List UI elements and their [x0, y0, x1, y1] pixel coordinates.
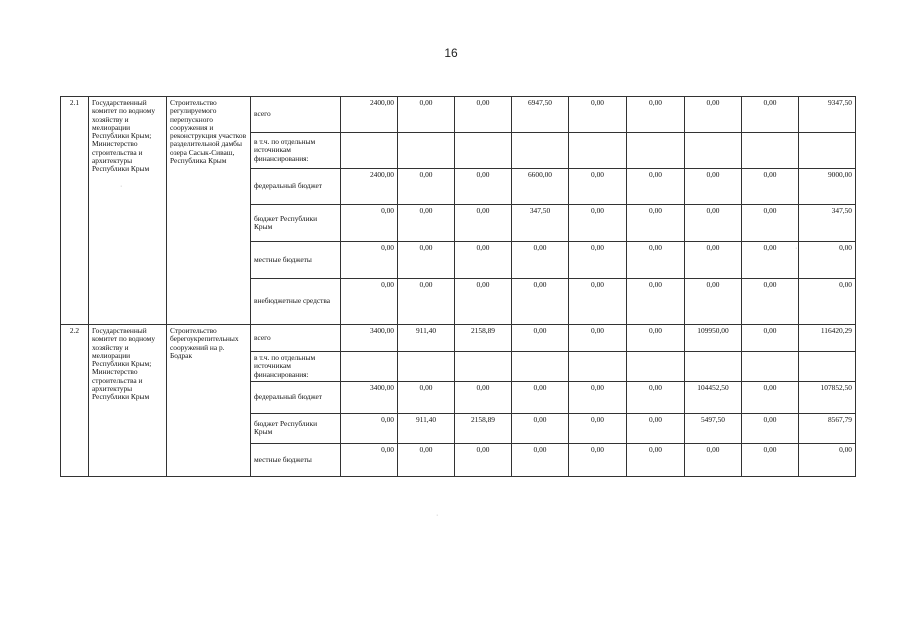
- amount-cell: 0,00: [627, 381, 685, 413]
- scan-mark: ·: [795, 245, 798, 252]
- amount-cell: 0,00: [398, 443, 455, 476]
- amount-cell: 0,00: [398, 279, 455, 325]
- amount-cell: 0,00: [742, 279, 799, 325]
- amount-cell: [627, 133, 685, 169]
- amount-cell: 6600,00: [512, 169, 569, 205]
- amount-cell: 0,00: [799, 242, 856, 279]
- amount-cell: [799, 352, 856, 382]
- amount-cell: 109950,00: [685, 325, 742, 352]
- amount-cell: 3400,00: [341, 325, 398, 352]
- amount-cell: 347,50: [512, 205, 569, 242]
- amount-cell: 0,00: [627, 325, 685, 352]
- amount-cell: 0,00: [569, 279, 627, 325]
- amount-cell: 107852,50: [799, 381, 856, 413]
- amount-cell: 0,00: [341, 205, 398, 242]
- amount-cell: 0,00: [569, 413, 627, 443]
- project-object: Строительство регулируемого перепускного сооружения и реконструкция участков разделительной дамбы озера Сасык-Сиваш, Республика Крым: [167, 97, 251, 325]
- amount-cell: 0,00: [685, 443, 742, 476]
- amount-cell: 2400,00: [341, 169, 398, 205]
- amount-cell: 0,00: [742, 205, 799, 242]
- amount-cell: 0,00: [627, 413, 685, 443]
- amount-cell: 0,00: [569, 381, 627, 413]
- amount-cell: 0,00: [742, 443, 799, 476]
- amount-cell: 0,00: [569, 242, 627, 279]
- amount-cell: [799, 133, 856, 169]
- amount-cell: 0,00: [742, 381, 799, 413]
- amount-cell: 2158,89: [455, 413, 512, 443]
- project-executor: Государственный комитет по водному хозяйству и мелиорации Республики Крым; Министерство строительства и архитектуры Республики Крым: [89, 325, 167, 477]
- amount-cell: 0,00: [455, 242, 512, 279]
- amount-cell: 0,00: [341, 242, 398, 279]
- amount-cell: 0,00: [627, 443, 685, 476]
- amount-cell: [742, 133, 799, 169]
- table-body: [61, 97, 856, 477]
- funding-source: всего: [251, 325, 341, 352]
- amount-cell: 0,00: [512, 413, 569, 443]
- amount-cell: [398, 352, 455, 382]
- funding-source: федеральный бюджет: [251, 169, 341, 205]
- amount-cell: 0,00: [398, 242, 455, 279]
- amount-cell: [512, 133, 569, 169]
- amount-cell: 0,00: [398, 97, 455, 133]
- amount-cell: 0,00: [742, 97, 799, 133]
- amount-cell: 0,00: [685, 169, 742, 205]
- amount-cell: 0,00: [512, 242, 569, 279]
- amount-cell: 0,00: [455, 279, 512, 325]
- page-number: 16: [444, 46, 458, 60]
- amount-cell: [569, 352, 627, 382]
- amount-cell: [455, 352, 512, 382]
- table-row: [61, 325, 856, 352]
- amount-cell: 0,00: [455, 205, 512, 242]
- funding-source: в т.ч. по отдельным источникам финансирования:: [251, 352, 341, 382]
- amount-cell: 0,00: [398, 169, 455, 205]
- amount-cell: [742, 352, 799, 382]
- amount-cell: 9000,00: [799, 169, 856, 205]
- amount-cell: 0,00: [685, 242, 742, 279]
- amount-cell: 0,00: [627, 205, 685, 242]
- amount-cell: 0,00: [799, 443, 856, 476]
- amount-cell: 0,00: [742, 169, 799, 205]
- amount-cell: 0,00: [455, 443, 512, 476]
- funding-source: в т.ч. по отдельным источникам финансирования:: [251, 133, 341, 169]
- funding-source: бюджет Республики Крым: [251, 413, 341, 443]
- amount-cell: 0,00: [627, 279, 685, 325]
- amount-cell: 0,00: [512, 381, 569, 413]
- amount-cell: 0,00: [627, 97, 685, 133]
- amount-cell: 0,00: [569, 325, 627, 352]
- amount-cell: 2400,00: [341, 97, 398, 133]
- project-number: 2.2: [61, 325, 89, 477]
- funding-source: внебюджетные средства: [251, 279, 341, 325]
- amount-cell: [455, 133, 512, 169]
- amount-cell: 0,00: [455, 97, 512, 133]
- amount-cell: 0,00: [398, 381, 455, 413]
- amount-cell: 0,00: [685, 205, 742, 242]
- scan-mark: ·: [436, 512, 439, 519]
- amount-cell: 0,00: [569, 205, 627, 242]
- amount-cell: [398, 133, 455, 169]
- amount-cell: 0,00: [512, 443, 569, 476]
- amount-cell: 8567,79: [799, 413, 856, 443]
- amount-cell: 0,00: [455, 381, 512, 413]
- funding-source: всего: [251, 97, 341, 133]
- amount-cell: 3400,00: [341, 381, 398, 413]
- amount-cell: 0,00: [685, 279, 742, 325]
- amount-cell: 347,50: [799, 205, 856, 242]
- amount-cell: 911,40: [398, 325, 455, 352]
- amount-cell: 0,00: [341, 413, 398, 443]
- amount-cell: 0,00: [742, 413, 799, 443]
- amount-cell: 0,00: [512, 279, 569, 325]
- amount-cell: 0,00: [341, 443, 398, 476]
- amount-cell: 0,00: [742, 325, 799, 352]
- amount-cell: 0,00: [742, 242, 799, 279]
- amount-cell: 5497,50: [685, 413, 742, 443]
- amount-cell: [627, 352, 685, 382]
- amount-cell: 0,00: [627, 242, 685, 279]
- amount-cell: 104452,50: [685, 381, 742, 413]
- amount-cell: 0,00: [685, 97, 742, 133]
- amount-cell: 911,40: [398, 413, 455, 443]
- project-number: 2.1: [61, 97, 89, 325]
- project-executor: Государственный комитет по водному хозяйству и мелиорации Республики Крым; Министерство строительства и архитектуры Республики Крым: [89, 97, 167, 325]
- amount-cell: 0,00: [398, 205, 455, 242]
- amount-cell: 0,00: [627, 169, 685, 205]
- amount-cell: 0,00: [512, 325, 569, 352]
- amount-cell: [685, 352, 742, 382]
- table-row: [61, 97, 856, 133]
- amount-cell: 6947,50: [512, 97, 569, 133]
- financing-table: [60, 96, 856, 477]
- amount-cell: 9347,50: [799, 97, 856, 133]
- scan-mark: ·: [120, 183, 123, 190]
- amount-cell: 0,00: [455, 169, 512, 205]
- amount-cell: 0,00: [569, 443, 627, 476]
- amount-cell: 0,00: [569, 97, 627, 133]
- amount-cell: [569, 133, 627, 169]
- funding-source: федеральный бюджет: [251, 381, 341, 413]
- amount-cell: 2158,89: [455, 325, 512, 352]
- funding-source: бюджет Республики Крым: [251, 205, 341, 242]
- project-object: Строительство берегоукрепительных сооружений на р. Бодрак: [167, 325, 251, 477]
- amount-cell: 0,00: [341, 279, 398, 325]
- amount-cell: 116420,29: [799, 325, 856, 352]
- amount-cell: [512, 352, 569, 382]
- amount-cell: 0,00: [569, 169, 627, 205]
- amount-cell: [341, 133, 398, 169]
- amount-cell: [341, 352, 398, 382]
- amount-cell: [685, 133, 742, 169]
- amount-cell: 0,00: [799, 279, 856, 325]
- funding-source: местные бюджеты: [251, 242, 341, 279]
- funding-source: местные бюджеты: [251, 443, 341, 476]
